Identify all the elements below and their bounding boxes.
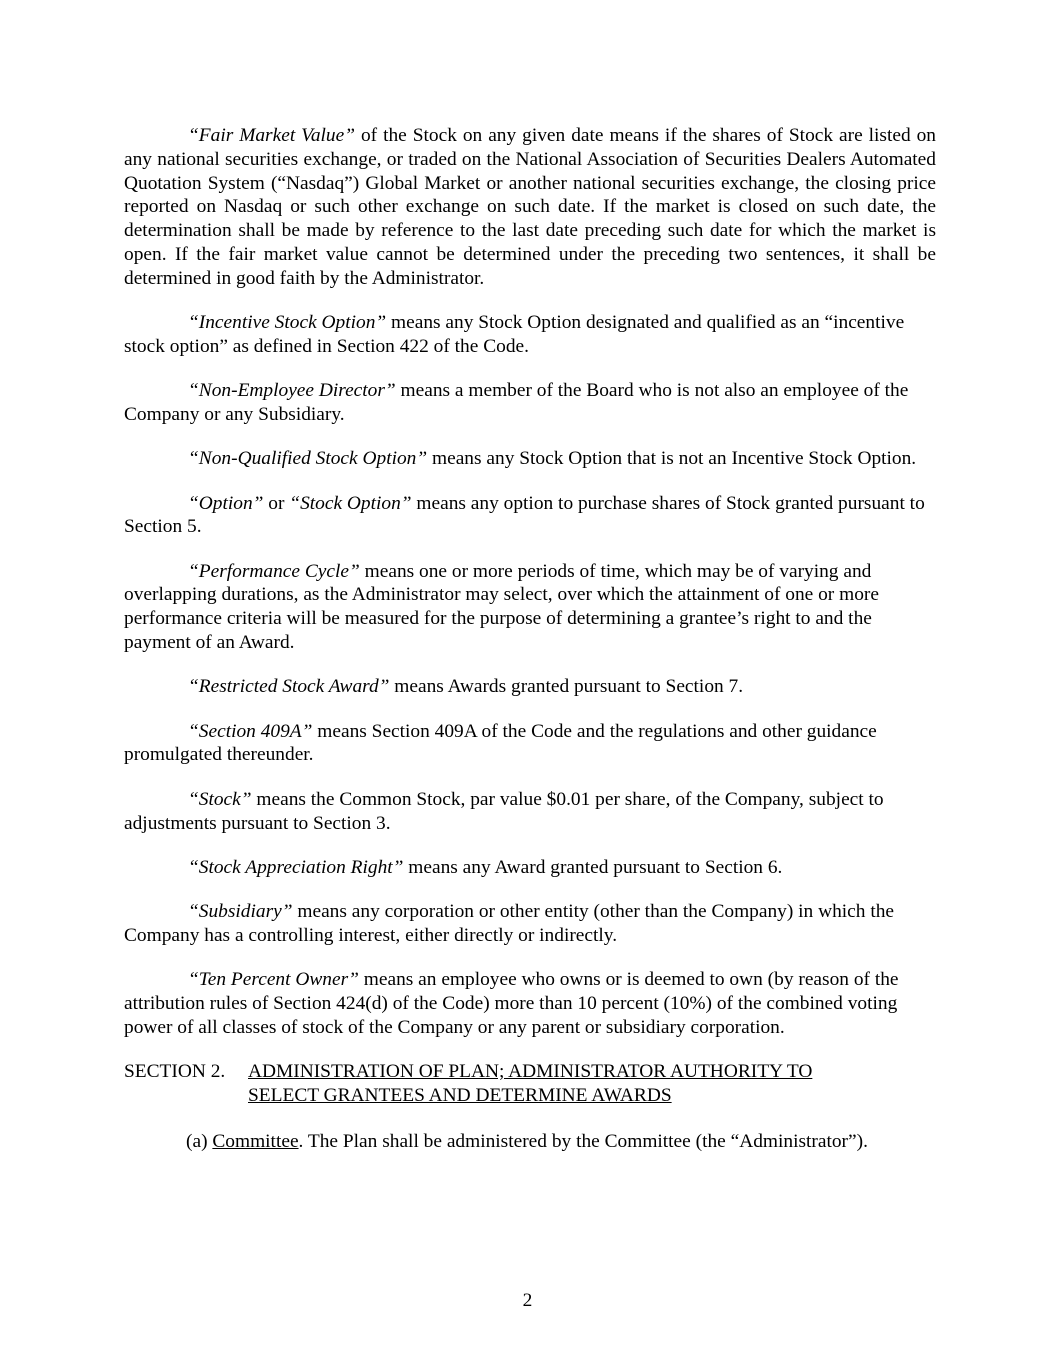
definition-text: means any Stock Option that is not an Incentive Stock Option. [427, 448, 917, 470]
definition-stock [124, 788, 936, 836]
definition-subsidiary [124, 900, 936, 948]
definition-joiner: or [263, 492, 290, 514]
defined-term-alternate: “Stock Option” [289, 492, 412, 514]
definition-text: means Section 409A of the Code and the regulations and other guidance promulgated thereunder. [124, 720, 877, 766]
subsection-committee [124, 1130, 936, 1154]
definition-stock-appreciation-right [124, 856, 936, 880]
section-title: ADMINISTRATION OF PLAN; ADMINISTRATOR AUTHORITY TO SELECT GRANTEES AND DETERMINE AWARDS [248, 1061, 813, 1106]
definition-performance-cycle [124, 560, 936, 655]
defined-term: “Non-Qualified Stock Option” [188, 448, 428, 470]
definition-non-employee-director [124, 379, 936, 427]
defined-term: “Incentive Stock Option” [188, 312, 387, 334]
definition-text: of the Stock on any given date means if the shares of Stock are listed on any national securities exchange, or traded on the National Association of Securities Dealers Automated Quotation System (“Nasdaq”) Global Market or another national securities exchange, the closing price reported on Nasdaq or such other exchange on such date. If the market is closed on such date, the determination shall be made by reference to the last date preceding such date for which the market is open. If the fair market value cannot be determined under the preceding two sentences, it shall be determined in good faith by the Administrator. [124, 125, 936, 289]
definition-text: means any corporation or other entity (other than the Company) in which the Company has a controlling interest, either directly or indirectly. [124, 901, 895, 946]
definition-ten-percent-owner [124, 968, 936, 1039]
definition-text: means one or more periods of time, which may be of varying and overlapping durations, as the Administrator may select, over which the attainment of one or more performance criteria will be measured for the purpose of determining a grantee’s right to and the payment of an Award. [124, 560, 879, 654]
defined-term: “Restricted Stock Award” [188, 676, 390, 698]
definition-text: means any Stock Option designated and qualified as an “incentive stock option” as defined in Section 422 of the Code. [124, 312, 905, 357]
definition-text: means Awards granted pursuant to Section 7. [389, 676, 744, 698]
definition-text: means any Award granted pursuant to Section 6. [403, 856, 783, 878]
definition-incentive-stock-option [124, 311, 936, 359]
definition-text: means a member of the Board who is not also an employee of the Company or any Subsidiary. [124, 380, 909, 425]
definition-fair-market-value [124, 124, 936, 291]
defined-term: “Performance Cycle” [188, 560, 360, 582]
defined-term: “Ten Percent Owner” [188, 969, 359, 991]
definition-option [124, 492, 936, 540]
defined-term: “Stock” [188, 788, 252, 810]
defined-term: “Non-Employee Director” [188, 380, 396, 402]
defined-term: “Option” [188, 492, 264, 514]
defined-term: “Subsidiary” [188, 901, 293, 923]
definition-text: means an employee who owns or is deemed to own (by reason of the attribution rules of Section 424(d) of the Code) more than 10 percent (10%) of the combined voting power of all classes of stock of the Company or any parent or subsidiary corporation. [124, 969, 899, 1038]
definition-text: means any option to purchase shares of Stock granted pursuant to Section 5. [124, 492, 925, 538]
section-number: SECTION 2. [124, 1061, 226, 1083]
section-heading [124, 1060, 936, 1108]
defined-term: “Fair Market Value” [188, 125, 356, 146]
definition-restricted-stock-award [124, 675, 936, 699]
subsection-label: (a) [186, 1130, 213, 1152]
document-body [124, 124, 936, 1154]
page-number: 2 [522, 1290, 533, 1311]
definition-non-qualified-stock-option [124, 447, 936, 471]
subsection-heading: Committee [212, 1130, 299, 1152]
definition-text: means the Common Stock, par value $0.01 per share, of the Company, subject to adjustments pursuant to Section 3. [124, 788, 884, 834]
defined-term: “Stock Appreciation Right” [188, 856, 404, 878]
subsection-text: . The Plan shall be administered by the Committee (the “Administrator”). [298, 1130, 868, 1152]
defined-term: “Section 409A” [188, 720, 313, 742]
definition-section-409a [124, 720, 936, 768]
